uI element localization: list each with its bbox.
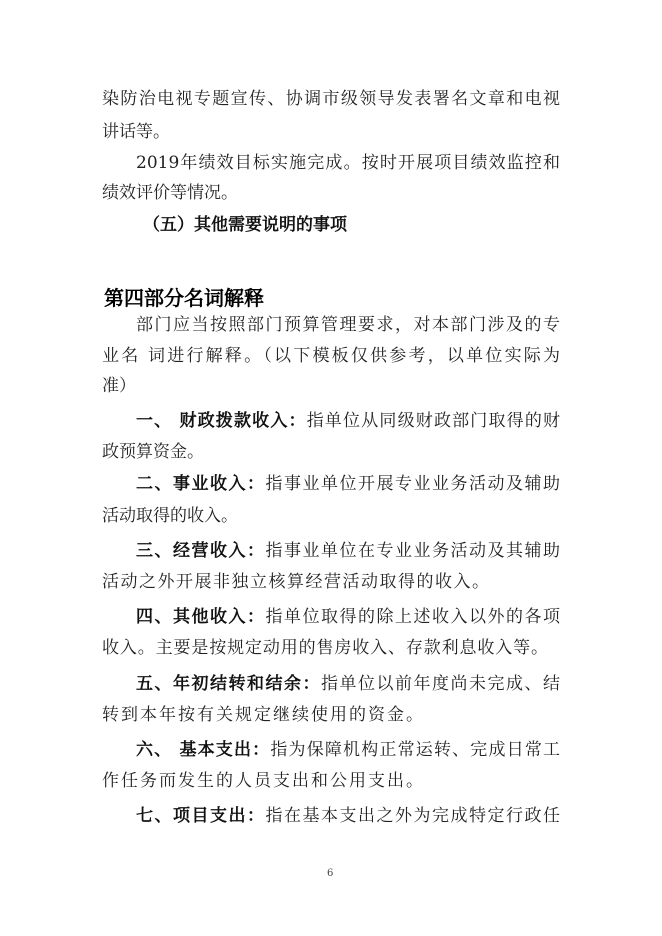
term-definition <box>136 473 560 495</box>
term: 四、其他收入： <box>136 607 266 627</box>
term-definition <box>136 606 560 628</box>
text: 部门应当按照部门预算管理要求，对本部门涉及的专 <box>136 315 560 335</box>
text: 讲话等。 <box>102 122 170 142</box>
body-line <box>102 121 560 143</box>
text: 活动之外开展非独立核算经营活动取得的收入。 <box>102 572 491 592</box>
definition: 指在基本支出之外为完成特定行政任 <box>265 806 560 826</box>
term-definition <box>136 540 560 562</box>
body-line <box>136 152 560 174</box>
definition: 指事业单位在专业业务活动及其辅助 <box>265 541 560 561</box>
definition: 指单位取得的除上述收入以外的各项 <box>265 607 560 627</box>
body-line <box>102 770 560 792</box>
term-definition <box>136 410 560 432</box>
body-line <box>102 505 560 527</box>
body-line <box>102 441 560 463</box>
body-line <box>102 88 560 110</box>
body-line <box>102 345 560 367</box>
text: 政预算资金。 <box>102 442 204 462</box>
definition: 指单位从同级财政部门取得的财 <box>306 411 561 431</box>
text: 2019年绩效目标实施完成。按时开展项目绩效监控和 <box>136 153 560 173</box>
text: 准） <box>102 376 136 396</box>
page-number: 6 <box>327 868 334 879</box>
term: 五、年初结转和结余： <box>136 674 321 694</box>
body-line <box>102 637 548 659</box>
body-line <box>102 182 560 204</box>
text: 转到本年按有关规定继续使用的资金。 <box>102 705 425 725</box>
text: 收入。主要是按规定动用的售房收入、存款利息收入等。 <box>102 638 548 658</box>
term: 六、 基本支出： <box>136 740 271 760</box>
term-definition <box>136 805 560 827</box>
term: 三、经营收入： <box>136 541 266 561</box>
section-title: 第四部分名词解释 <box>104 286 264 310</box>
body-line <box>102 704 560 726</box>
text: 染防治电视专题宣传、协调市级领导发表署名文章和电视 <box>102 89 560 109</box>
term-definition <box>136 739 560 761</box>
term-definition <box>136 673 560 695</box>
subheading <box>143 214 601 236</box>
definition: 指单位以前年度尚未完成、结 <box>321 674 560 694</box>
text: 活动取得的收入。 <box>102 506 238 526</box>
text: 作任务而发生的人员支出和公用支出。 <box>102 771 425 791</box>
body-line <box>136 314 560 336</box>
body-line <box>102 375 560 397</box>
subheading-text: （五）其他需要说明的事项 <box>143 215 347 235</box>
body-line <box>102 571 560 593</box>
definition: 指事业单位开展专业业务活动及辅助 <box>265 474 560 494</box>
term: 一、 财政拨款收入： <box>136 411 307 431</box>
term: 七、项目支出： <box>136 806 266 826</box>
text: 绩效评价等情况。 <box>102 183 238 203</box>
text: 业名 词进行解释。（以下模板仅供参考，以单位实际为 <box>102 346 560 366</box>
definition: 指为保障机构正常运转、完成日常工 <box>270 740 561 760</box>
term: 二、事业收入： <box>136 474 266 494</box>
